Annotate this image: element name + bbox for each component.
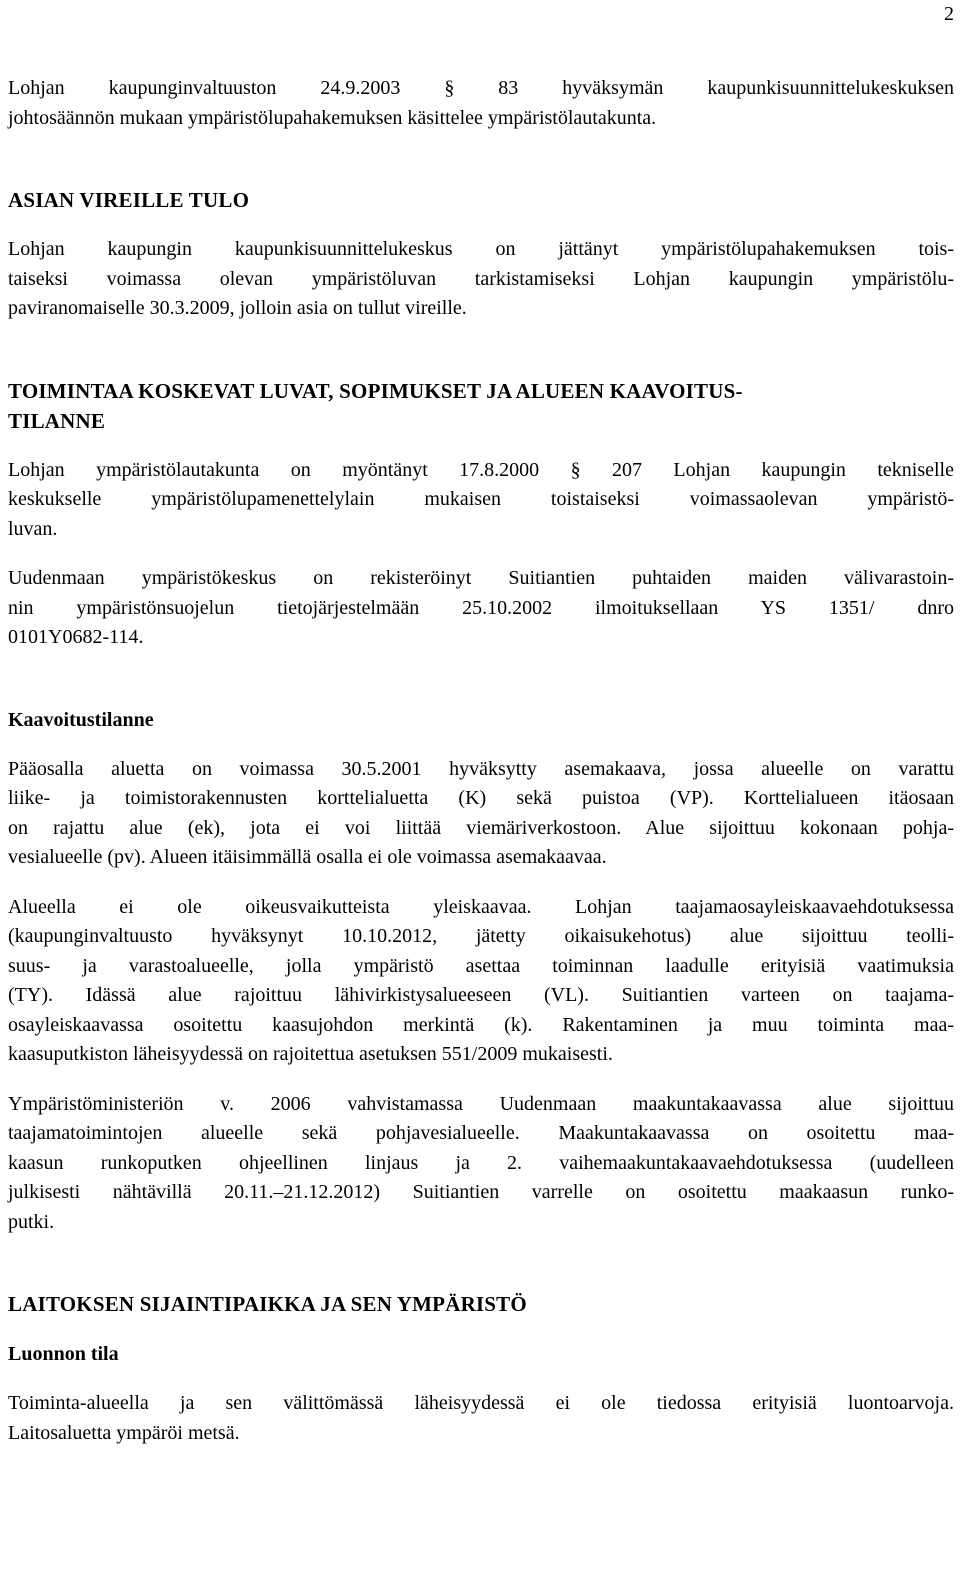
text-line: paviranomaiselle 30.3.2009, jolloin asia on tullut vireille. [8,297,467,319]
section-heading-luvat [8,376,954,436]
text-line: luvan. [8,517,58,540]
text-line: Laitosaluetta ympäröi metsä. [8,1421,240,1444]
text-line: osayleiskaavassa osoitettu kaasujohdon merkintä (k). Rakentaminen ja muu toiminta maa- [8,1013,954,1036]
section-heading-vireille-tulo: ASIAN VIREILLE TULO [8,188,250,212]
subheading-luonnon-tila: Luonnon tila [8,1343,119,1365]
text-line: putki. [8,1210,55,1233]
text-line: keskukselle ympäristölupamenettelylain mukaisen toistaiseksi voimassaolevan ympäristö- [8,488,954,510]
text-line: taiseksi voimassa olevan ympäristöluvan tarkistamiseksi Lohjan kaupungin ympäristölu- [8,267,954,290]
text-line: (TY). Idässä alue rajoittuu lähivirkistysalueeseen (VL). Suitiantien varteen on taajama- [8,984,954,1006]
kaavoitus-paragraph-2 [8,893,954,1070]
text-line: kaasuputkiston läheisyydessä on rajoitettua asetuksen 551/2009 mukaisesti. [8,1043,613,1065]
text-line: johtosäännön mukaan ympäristölupahakemuksen käsittelee ympäristölautakunta. [8,106,657,129]
intro-paragraph [8,74,954,133]
text-line: (kaupunginvaltuusto hyväksynyt 10.10.2012, jätetty oikaisukehotus) alue sijoittuu teolli- [8,925,954,947]
text-line: Lohjan ympäristölautakunta on myöntänyt 17.8.2000 § 207 Lohjan kaupungin tekniselle [8,458,954,481]
page-number: 2 [944,3,954,25]
text-line: taajamatoimintojen alueelle sekä pohjavesialueelle. Maakuntakaavassa on osoitettu maa- [8,1122,954,1144]
text-line: liike- ja toimistorakennusten korttelialuetta (K) sekä puistoa (VP). Korttelialueen itäosaan [8,787,954,809]
kaavoitus-paragraph-3 [8,1090,954,1238]
heading-line: TILANNE [8,408,106,433]
heading-line: TOIMINTAA KOSKEVAT LUVAT, SOPIMUKSET JA ALUEEN KAAVOITUS- [8,378,743,403]
text-line: vesialueelle (pv). Alueen itäisimmällä osalla ei ole voimassa asemakaavaa. [8,846,607,868]
text-line: kaasun runkoputken ohjeellinen linjaus ja 2. vaihemaakuntakaavaehdotuksessa (uudelleen [8,1151,954,1174]
text-line: on rajattu alue (ek), jota ei voi liittää viemäriverkostoon. Alue sijoittuu kokonaan pohja- [8,816,954,839]
text-line: nin ympäristönsuojelun tietojärjestelmään 25.10.2002 ilmoituksellaan YS 1351/ dnro [8,596,954,619]
luvat-paragraph-1 [8,456,954,545]
vireille-tulo-paragraph [8,235,954,324]
luvat-paragraph-2 [8,564,954,653]
text-line: Uudenmaan ympäristökeskus on rekisteröinyt Suitiantien puhtaiden maiden välivarastoin- [8,567,954,589]
text-line: Ympäristöministeriön v. 2006 vahvistamassa Uudenmaan maakuntakaavassa alue sijoittuu [8,1092,954,1115]
text-line: Lohjan kaupungin kaupunkisuunnittelukeskus on jättänyt ympäristölupahakemuksen tois- [8,238,954,260]
text-line: Alueella ei ole oikeusvaikutteista yleiskaavaa. Lohjan taajamaosayleiskaavaehdotuksessa [8,895,954,918]
text-line: julkisesti nähtävillä 20.11.–21.12.2012) Suitiantien varrelle on osoitettu maakaasun runko- [8,1181,954,1203]
subheading-kaavoitustilanne: Kaavoitustilanne [8,708,154,731]
text-line: Lohjan kaupunginvaltuuston 24.9.2003 § 83 hyväksymän kaupunkisuunnittelukeskuksen [8,77,954,99]
text-line: 0101Y0682-114. [8,626,144,648]
luonnon-tila-paragraph [8,1389,954,1448]
text-line: Pääosalla aluetta on voimassa 30.5.2001 hyväksytty asemakaava, jossa alueelle on varattu [8,757,954,780]
kaavoitus-paragraph-1 [8,755,954,873]
document-body [8,74,954,1448]
section-heading-sijaintipaikka: LAITOKSEN SIJAINTIPAIKKA JA SEN YMPÄRISTÖ [8,1292,527,1316]
text-line: suus- ja varastoalueelle, jolla ympäristö asettaa toiminnan laadulle erityisiä vaatimuksia [8,954,954,977]
text-line: Toiminta-alueella ja sen välittömässä läheisyydessä ei ole tiedossa erityisiä luontoarvoja. [8,1392,954,1414]
